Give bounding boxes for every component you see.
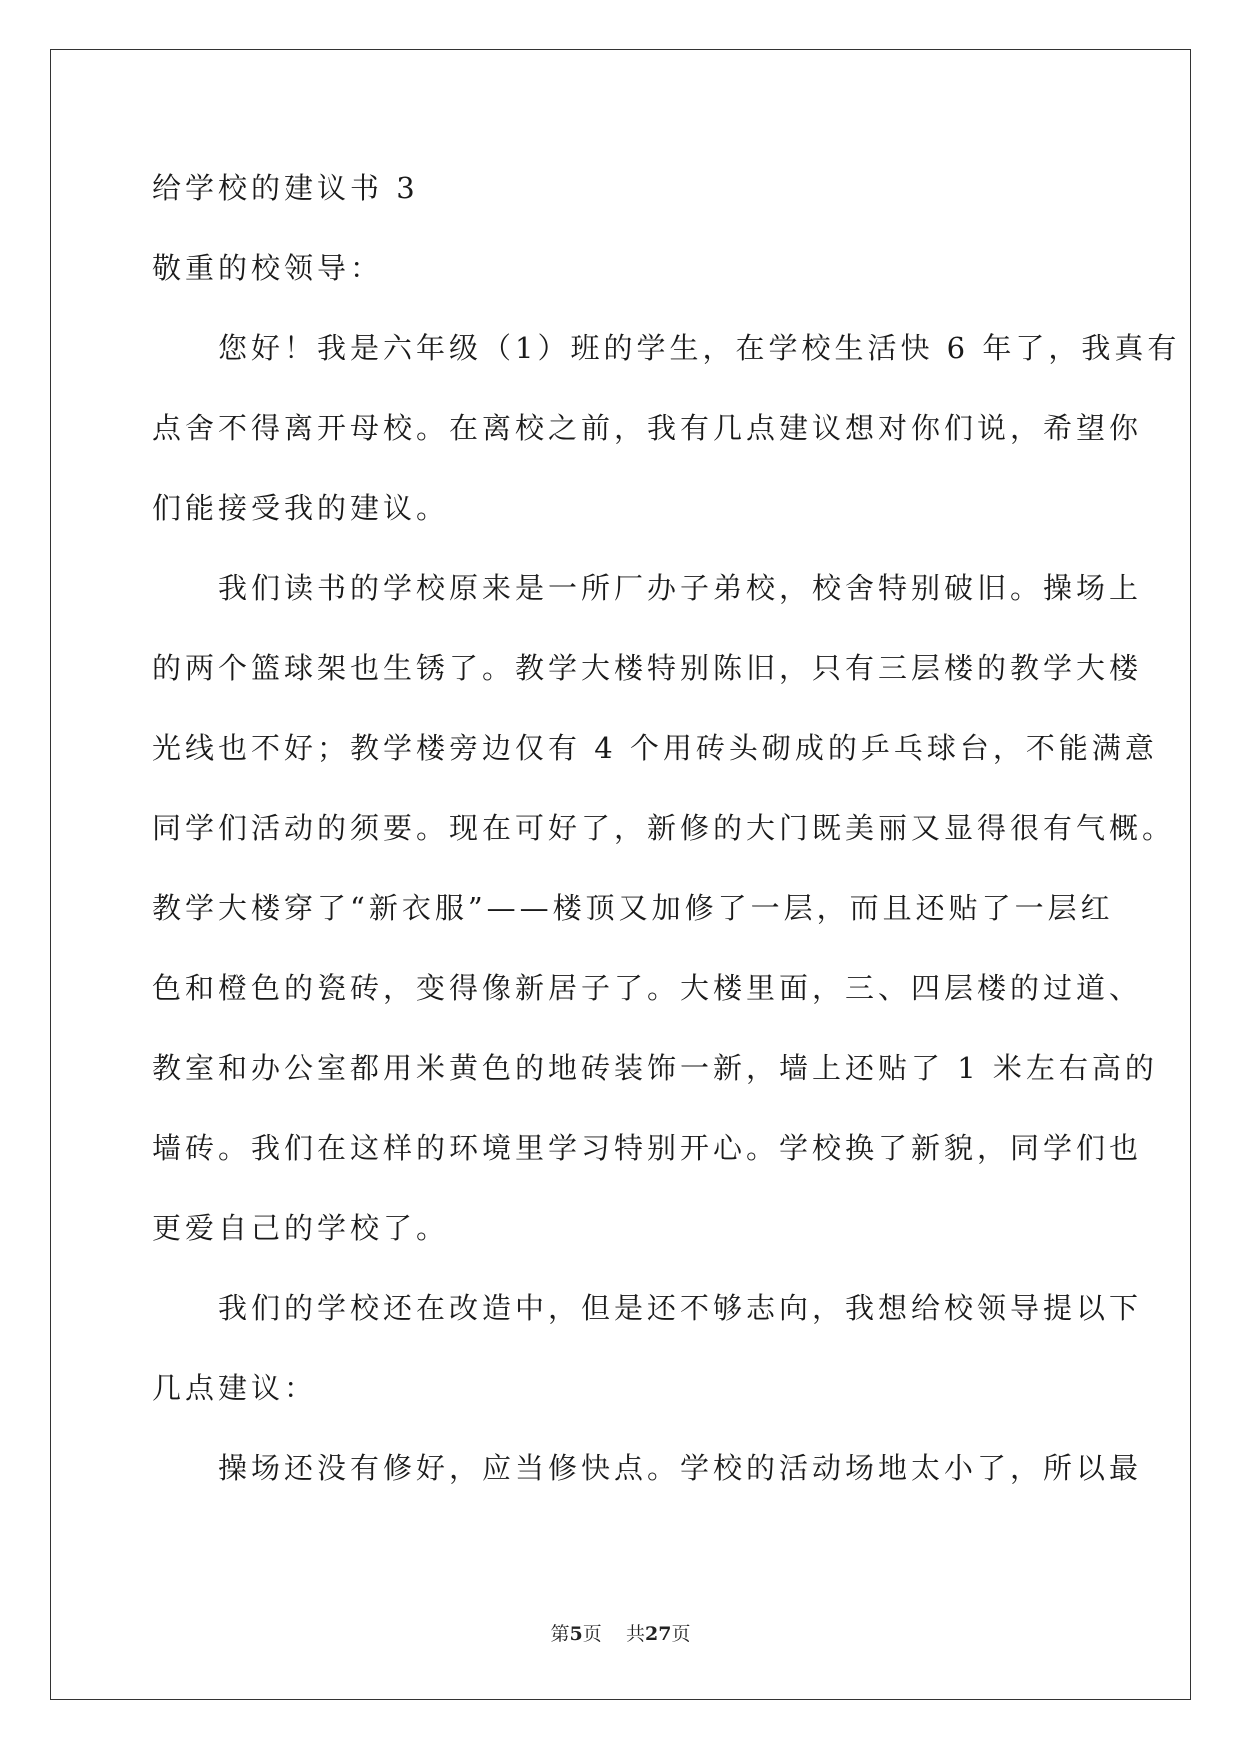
paragraph-line: 操场还没有修好，应当修快点。学校的活动场地太小了，所以最 [152,1451,1143,1485]
page-number: 5 [569,1623,583,1645]
paragraph-line: 墙砖。我们在这样的环境里学习特别开心。学校换了新貌，同学们也 [152,1131,1143,1165]
page-prefix: 第 [550,1623,570,1645]
total-prefix: 共 [625,1623,645,1645]
paragraph-line: 您好！我是六年级（1）班的学生，在学校生活快 6 年了，我真有 [152,331,1181,365]
greeting: 敬重的校领导： [152,251,384,285]
paragraph-line: 光线也不好；教学楼旁边仅有 4 个用砖头砌成的乒乓球台，不能满意 [152,731,1158,765]
paragraph-line: 更爱自己的学校了。 [152,1211,450,1245]
paragraph-line: 的两个篮球架也生锈了。教学大楼特别陈旧，只有三层楼的教学大楼 [152,651,1143,685]
paragraph-line: 教室和办公室都用米黄色的地砖装饰一新，墙上还贴了 1 米左右高的 [152,1051,1158,1085]
paragraph-line: 同学们活动的须要。现在可好了，新修的大门既美丽又显得很有气概。 [152,811,1176,845]
total-label: 页 [671,1623,691,1645]
paragraph-line: 几点建议： [152,1371,318,1405]
page-footer [0,1622,1241,1646]
page-total: 27 [644,1623,672,1645]
paragraph-line: 教学大楼穿了“新衣服”——楼顶又加修了一层，而且还贴了一层红 [152,891,1114,925]
paragraph-line: 色和橙色的瓷砖，变得像新居子了。大楼里面，三、四层楼的过道、 [152,971,1143,1005]
paragraph-line: 我们读书的学校原来是一所厂办子弟校，校舍特别破旧。操场上 [152,571,1143,605]
paragraph-line: 们能接受我的建议。 [152,491,450,525]
page-label: 页 [582,1623,602,1645]
document-title: 给学校的建议书 3 [152,171,419,205]
paragraph-line: 点舍不得离开母校。在离校之前，我有几点建议想对你们说，希望你 [152,411,1143,445]
paragraph-line: 我们的学校还在改造中，但是还不够志向，我想给校领导提以下 [152,1291,1143,1325]
